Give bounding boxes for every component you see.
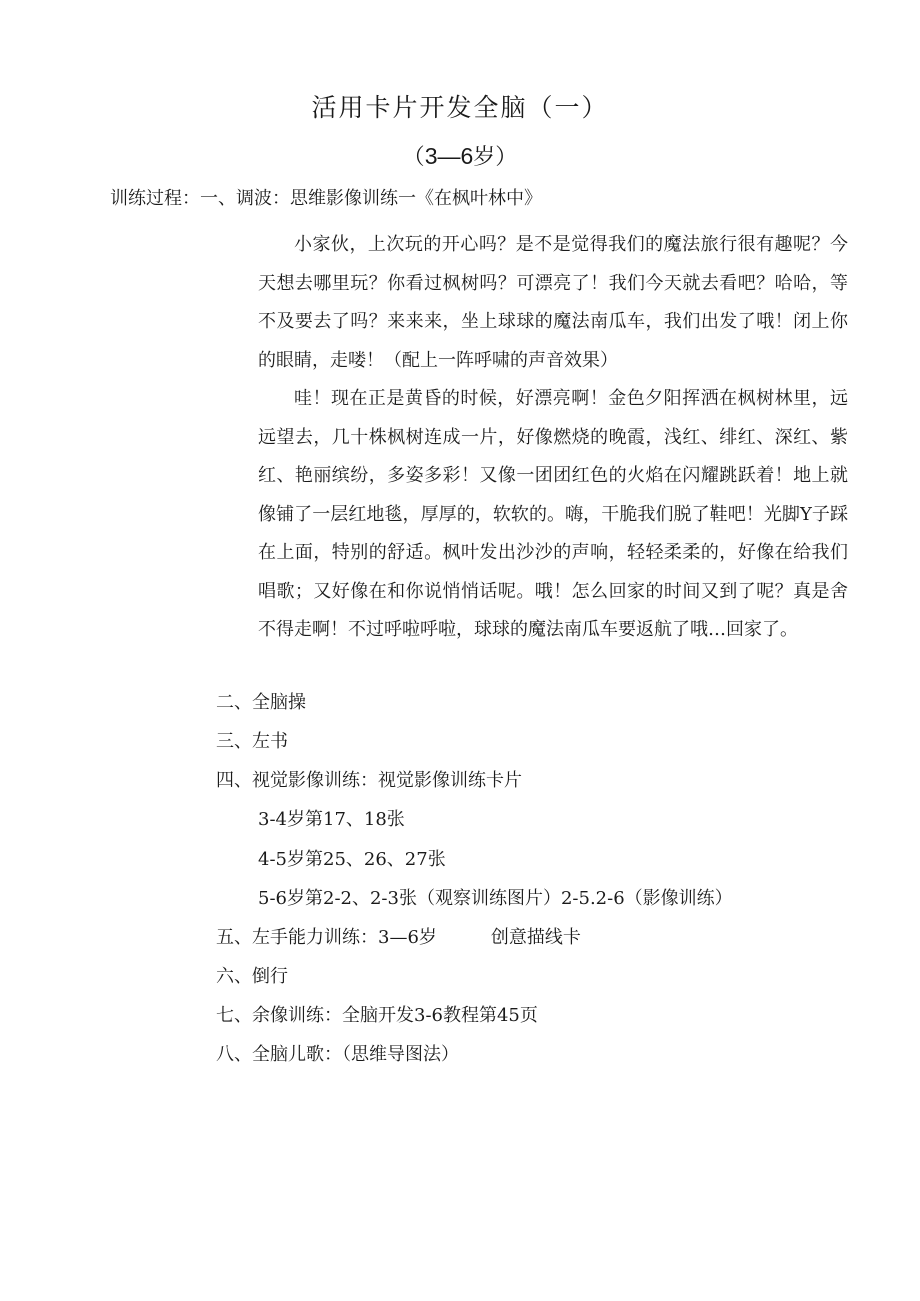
subtitle-open-paren: （ xyxy=(402,145,425,170)
story-text-block xyxy=(258,226,848,650)
step-walk-backwards: 六、倒行 xyxy=(216,966,288,987)
story-paragraph: 哇！现在正是黄昏的时候，好漂亮啊！金色夕阳挥洒在枫树林里，远远望去，几十株枫树连成一片，好像燃烧的晚霞，浅红、绯红、深红、紫红、艳丽缤纷，多姿多彩！又像一团团红色的火焰在闪耀跳跃着！地上就像铺了一层红地毯，厚厚的，软软的。嗨，干脆我们脱了鞋吧！光脚Y子踩在上面，特别的舒适。枫叶发出沙沙的声响，轻轻柔柔的，好像在给我们唱歌；又好像在和你说悄悄话呢。哦！怎么回家的时间又到了呢？真是舍不得走啊！不过呼啦呼啦，球球的魔法南瓜车要返航了哦…回家了。 xyxy=(258,388,848,640)
subtitle-age-range: 3—6 xyxy=(424,143,474,169)
visual-card-age-4-5: 4-5岁第25、26、27张 xyxy=(258,849,446,870)
subtitle-age-unit: 岁 xyxy=(473,145,496,170)
document-title: 活用卡片开发全脑（一） xyxy=(311,93,609,122)
step-visual-image-training: 四、视觉影像训练：视觉影像训练卡片 xyxy=(216,770,522,791)
story-paragraph: 小家伙，上次玩的开心吗？是不是觉得我们的魔法旅行很有趣呢？今天想去哪里玩？你看过枫树吗？可漂亮了！我们今天就去看吧？哈哈，等不及要去了吗？来来来，坐上球球的魔法南瓜车，我们出发了哦！闭上你的眼睛，走喽！（配上一阵呼啸的声音效果） xyxy=(258,234,848,371)
step-full-brain-exercise: 二、全脑操 xyxy=(216,692,306,713)
subtitle-close-paren: ） xyxy=(495,145,518,170)
left-hand-training-label: 五、左手能力训练：3—6岁 xyxy=(216,927,437,948)
creative-tracing-card: 创意描线卡 xyxy=(490,927,581,948)
step-afterimage-training: 七、余像训练：全脑开发3-6教程第45页 xyxy=(216,1005,538,1026)
visual-card-age-5-6: 5-6岁第2-2、2-3张（观察训练图片）2-5.2-6（影像训练） xyxy=(258,888,733,909)
step-full-brain-rhyme: 八、全脑儿歌：（思维导图法） xyxy=(216,1044,459,1065)
age-range-subtitle xyxy=(0,136,920,178)
step-left-hand-training xyxy=(216,923,581,953)
training-process-heading: 训练过程：一、调波：思维影像训练一《在枫叶林中》 xyxy=(110,188,542,209)
visual-card-age-3-4: 3-4岁第17、18张 xyxy=(258,809,405,830)
step-left-writing: 三、左书 xyxy=(216,731,288,752)
